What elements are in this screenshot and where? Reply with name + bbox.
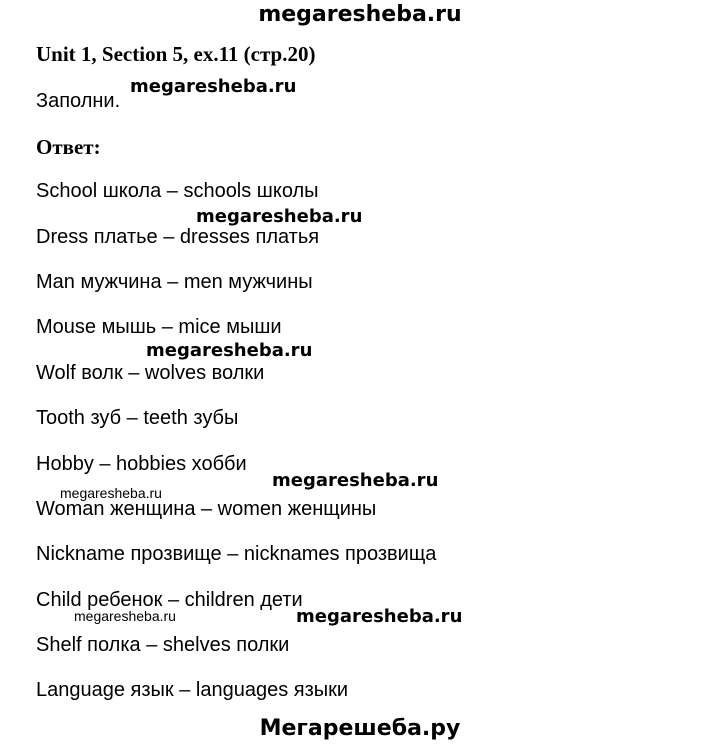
answer-line: Language язык – languages языки <box>36 679 349 701</box>
answer-line: Hobby – hobbies хобби <box>36 453 247 475</box>
answer-line: Child ребенок – children дети <box>36 589 303 611</box>
answer-line: Woman женщина – women женщины <box>36 498 377 520</box>
answer-line: Dress платье – dresses платья <box>36 226 320 248</box>
answer-line: Man мужчина – men мужчины <box>36 271 313 293</box>
watermark-overlay: megaresheba.ru <box>196 206 363 227</box>
answer-line: Mouse мышь – mice мыши <box>36 316 282 338</box>
watermark-overlay-small: megaresheba.ru <box>60 485 162 501</box>
answer-line: School школа – schools школы <box>36 180 319 202</box>
watermark-overlay: megaresheba.ru <box>272 470 439 491</box>
watermark-overlay-small: megaresheba.ru <box>74 608 176 624</box>
answer-label: Ответ: <box>36 135 101 159</box>
site-watermark-bottom: Мегарешеба.ру <box>259 716 461 741</box>
watermark-overlay: megaresheba.ru <box>296 606 463 627</box>
answer-line: Tooth зуб – teeth зубы <box>36 407 239 429</box>
watermark-overlay: megaresheba.ru <box>130 76 297 97</box>
answer-line: Wolf волк – wolves волки <box>36 362 265 384</box>
site-watermark-top: megaresheba.ru <box>258 2 462 27</box>
exercise-instruction: Заполни. <box>36 90 121 112</box>
answer-line: Nickname прозвище – nicknames прозвища <box>36 543 437 565</box>
exercise-heading: Unit 1, Section 5, ex.11 (стр.20) <box>36 42 316 66</box>
answer-line: Shelf полка – shelves полки <box>36 634 290 656</box>
watermark-overlay: megaresheba.ru <box>146 340 313 361</box>
